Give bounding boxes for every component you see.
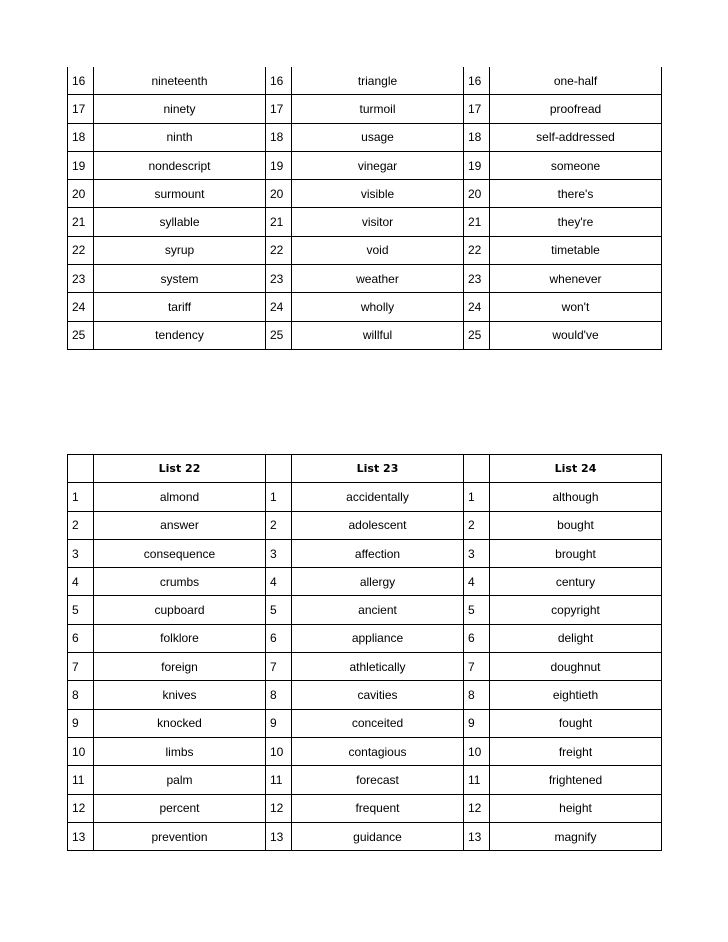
spelling-word: knocked xyxy=(94,709,266,737)
item-number: 1 xyxy=(266,483,292,511)
spelling-word: delight xyxy=(490,624,662,652)
header-blank-cell xyxy=(68,455,94,483)
spelling-word: tariff xyxy=(94,293,266,321)
table-row xyxy=(68,511,662,539)
table-row xyxy=(68,681,662,709)
spelling-word: freight xyxy=(490,737,662,765)
table-row xyxy=(68,180,662,208)
item-number: 10 xyxy=(464,737,490,765)
table-row xyxy=(68,653,662,681)
item-number: 9 xyxy=(266,709,292,737)
spelling-word: copyright xyxy=(490,596,662,624)
item-number: 12 xyxy=(464,794,490,822)
spelling-word: nineteenth xyxy=(94,67,266,95)
spelling-word: almond xyxy=(94,483,266,511)
spelling-word: although xyxy=(490,483,662,511)
item-number: 19 xyxy=(266,151,292,179)
spelling-word: contagious xyxy=(292,737,464,765)
item-number: 3 xyxy=(68,539,94,567)
spelling-word: ancient xyxy=(292,596,464,624)
item-number: 9 xyxy=(68,709,94,737)
item-number: 24 xyxy=(464,293,490,321)
spelling-word: syllable xyxy=(94,208,266,236)
spelling-word: accidentally xyxy=(292,483,464,511)
table-row xyxy=(68,293,662,321)
spelling-word: they're xyxy=(490,208,662,236)
item-number: 24 xyxy=(266,293,292,321)
item-number: 17 xyxy=(266,95,292,123)
item-number: 13 xyxy=(68,822,94,850)
spelling-word: won't xyxy=(490,293,662,321)
spelling-word: percent xyxy=(94,794,266,822)
spelling-word: magnify xyxy=(490,822,662,850)
item-number: 13 xyxy=(464,822,490,850)
item-number: 7 xyxy=(266,653,292,681)
table-body xyxy=(68,483,662,851)
spelling-word: palm xyxy=(94,766,266,794)
spelling-word: fought xyxy=(490,709,662,737)
spelling-word: adolescent xyxy=(292,511,464,539)
item-number: 23 xyxy=(266,265,292,293)
item-number: 4 xyxy=(68,568,94,596)
list-header: List 23 xyxy=(292,455,464,483)
spelling-word: visible xyxy=(292,180,464,208)
spelling-word: athletically xyxy=(292,653,464,681)
spelling-word: guidance xyxy=(292,822,464,850)
table-row xyxy=(68,95,662,123)
table-row xyxy=(68,737,662,765)
list-header: List 22 xyxy=(94,455,266,483)
spelling-word: triangle xyxy=(292,67,464,95)
spelling-word: answer xyxy=(94,511,266,539)
spelling-word: proofread xyxy=(490,95,662,123)
spelling-word: frightened xyxy=(490,766,662,794)
spelling-word: frequent xyxy=(292,794,464,822)
spelling-word: crumbs xyxy=(94,568,266,596)
item-number: 3 xyxy=(464,539,490,567)
item-number: 13 xyxy=(266,822,292,850)
item-number: 16 xyxy=(266,67,292,95)
item-number: 11 xyxy=(464,766,490,794)
table-row xyxy=(68,151,662,179)
table-row xyxy=(68,822,662,850)
header-blank-cell xyxy=(266,455,292,483)
header-blank-cell xyxy=(464,455,490,483)
spelling-word: would've xyxy=(490,321,662,349)
spelling-word: century xyxy=(490,568,662,596)
table-row xyxy=(68,236,662,264)
table-row xyxy=(68,766,662,794)
item-number: 8 xyxy=(68,681,94,709)
item-number: 20 xyxy=(464,180,490,208)
spelling-word: whenever xyxy=(490,265,662,293)
item-number: 6 xyxy=(266,624,292,652)
spelling-word: bought xyxy=(490,511,662,539)
item-number: 11 xyxy=(68,766,94,794)
item-number: 1 xyxy=(464,483,490,511)
spelling-word: turmoil xyxy=(292,95,464,123)
table-body xyxy=(68,67,662,349)
item-number: 6 xyxy=(464,624,490,652)
spelling-word: surmount xyxy=(94,180,266,208)
item-number: 21 xyxy=(464,208,490,236)
spelling-word: limbs xyxy=(94,737,266,765)
item-number: 7 xyxy=(68,653,94,681)
item-number: 19 xyxy=(68,151,94,179)
spelling-word: cavities xyxy=(292,681,464,709)
table-row xyxy=(68,67,662,95)
item-number: 22 xyxy=(464,236,490,264)
spelling-word: nondescript xyxy=(94,151,266,179)
item-number: 19 xyxy=(464,151,490,179)
item-number: 8 xyxy=(266,681,292,709)
item-number: 5 xyxy=(266,596,292,624)
table-row xyxy=(68,321,662,349)
spelling-word: allergy xyxy=(292,568,464,596)
item-number: 10 xyxy=(68,737,94,765)
spelling-list-table-continued xyxy=(67,67,662,350)
spelling-word: visitor xyxy=(292,208,464,236)
spelling-word: appliance xyxy=(292,624,464,652)
list-header: List 24 xyxy=(490,455,662,483)
spelling-word: self-addressed xyxy=(490,123,662,151)
spelling-word: tendency xyxy=(94,321,266,349)
table-row xyxy=(68,568,662,596)
item-number: 16 xyxy=(68,67,94,95)
spelling-word: consequence xyxy=(94,539,266,567)
spelling-word: conceited xyxy=(292,709,464,737)
item-number: 22 xyxy=(266,236,292,264)
item-number: 12 xyxy=(68,794,94,822)
item-number: 23 xyxy=(464,265,490,293)
spelling-word: folklore xyxy=(94,624,266,652)
item-number: 18 xyxy=(68,123,94,151)
item-number: 4 xyxy=(266,568,292,596)
item-number: 6 xyxy=(68,624,94,652)
spelling-word: void xyxy=(292,236,464,264)
item-number: 18 xyxy=(266,123,292,151)
item-number: 11 xyxy=(266,766,292,794)
spelling-word: eightieth xyxy=(490,681,662,709)
spelling-word: someone xyxy=(490,151,662,179)
table-row xyxy=(68,208,662,236)
spelling-word: height xyxy=(490,794,662,822)
table-row xyxy=(68,539,662,567)
spelling-word: one-half xyxy=(490,67,662,95)
table-row xyxy=(68,709,662,737)
item-number: 25 xyxy=(68,321,94,349)
item-number: 24 xyxy=(68,293,94,321)
table-row xyxy=(68,483,662,511)
item-number: 7 xyxy=(464,653,490,681)
spelling-word: there's xyxy=(490,180,662,208)
spelling-word: system xyxy=(94,265,266,293)
item-number: 23 xyxy=(68,265,94,293)
item-number: 5 xyxy=(68,596,94,624)
spelling-word: foreign xyxy=(94,653,266,681)
item-number: 1 xyxy=(68,483,94,511)
item-number: 9 xyxy=(464,709,490,737)
item-number: 5 xyxy=(464,596,490,624)
table-header-row xyxy=(68,455,662,483)
item-number: 21 xyxy=(266,208,292,236)
spelling-list-table-22-24 xyxy=(67,454,662,851)
spelling-word: knives xyxy=(94,681,266,709)
spelling-word: prevention xyxy=(94,822,266,850)
item-number: 2 xyxy=(464,511,490,539)
item-number: 16 xyxy=(464,67,490,95)
item-number: 20 xyxy=(68,180,94,208)
item-number: 17 xyxy=(464,95,490,123)
table-row xyxy=(68,596,662,624)
item-number: 21 xyxy=(68,208,94,236)
item-number: 20 xyxy=(266,180,292,208)
item-number: 22 xyxy=(68,236,94,264)
table-row xyxy=(68,624,662,652)
spelling-word: affection xyxy=(292,539,464,567)
item-number: 25 xyxy=(266,321,292,349)
spelling-word: weather xyxy=(292,265,464,293)
item-number: 17 xyxy=(68,95,94,123)
spelling-word: doughnut xyxy=(490,653,662,681)
spelling-word: wholly xyxy=(292,293,464,321)
spelling-word: ninth xyxy=(94,123,266,151)
spelling-word: usage xyxy=(292,123,464,151)
table-row xyxy=(68,265,662,293)
item-number: 10 xyxy=(266,737,292,765)
spelling-word: timetable xyxy=(490,236,662,264)
spelling-word: vinegar xyxy=(292,151,464,179)
item-number: 25 xyxy=(464,321,490,349)
item-number: 2 xyxy=(266,511,292,539)
item-number: 2 xyxy=(68,511,94,539)
item-number: 3 xyxy=(266,539,292,567)
spelling-word: forecast xyxy=(292,766,464,794)
spelling-word: cupboard xyxy=(94,596,266,624)
item-number: 12 xyxy=(266,794,292,822)
item-number: 18 xyxy=(464,123,490,151)
spelling-word: willful xyxy=(292,321,464,349)
item-number: 8 xyxy=(464,681,490,709)
spelling-word: ninety xyxy=(94,95,266,123)
item-number: 4 xyxy=(464,568,490,596)
spelling-word: syrup xyxy=(94,236,266,264)
table-row xyxy=(68,794,662,822)
table-row xyxy=(68,123,662,151)
spelling-word: brought xyxy=(490,539,662,567)
